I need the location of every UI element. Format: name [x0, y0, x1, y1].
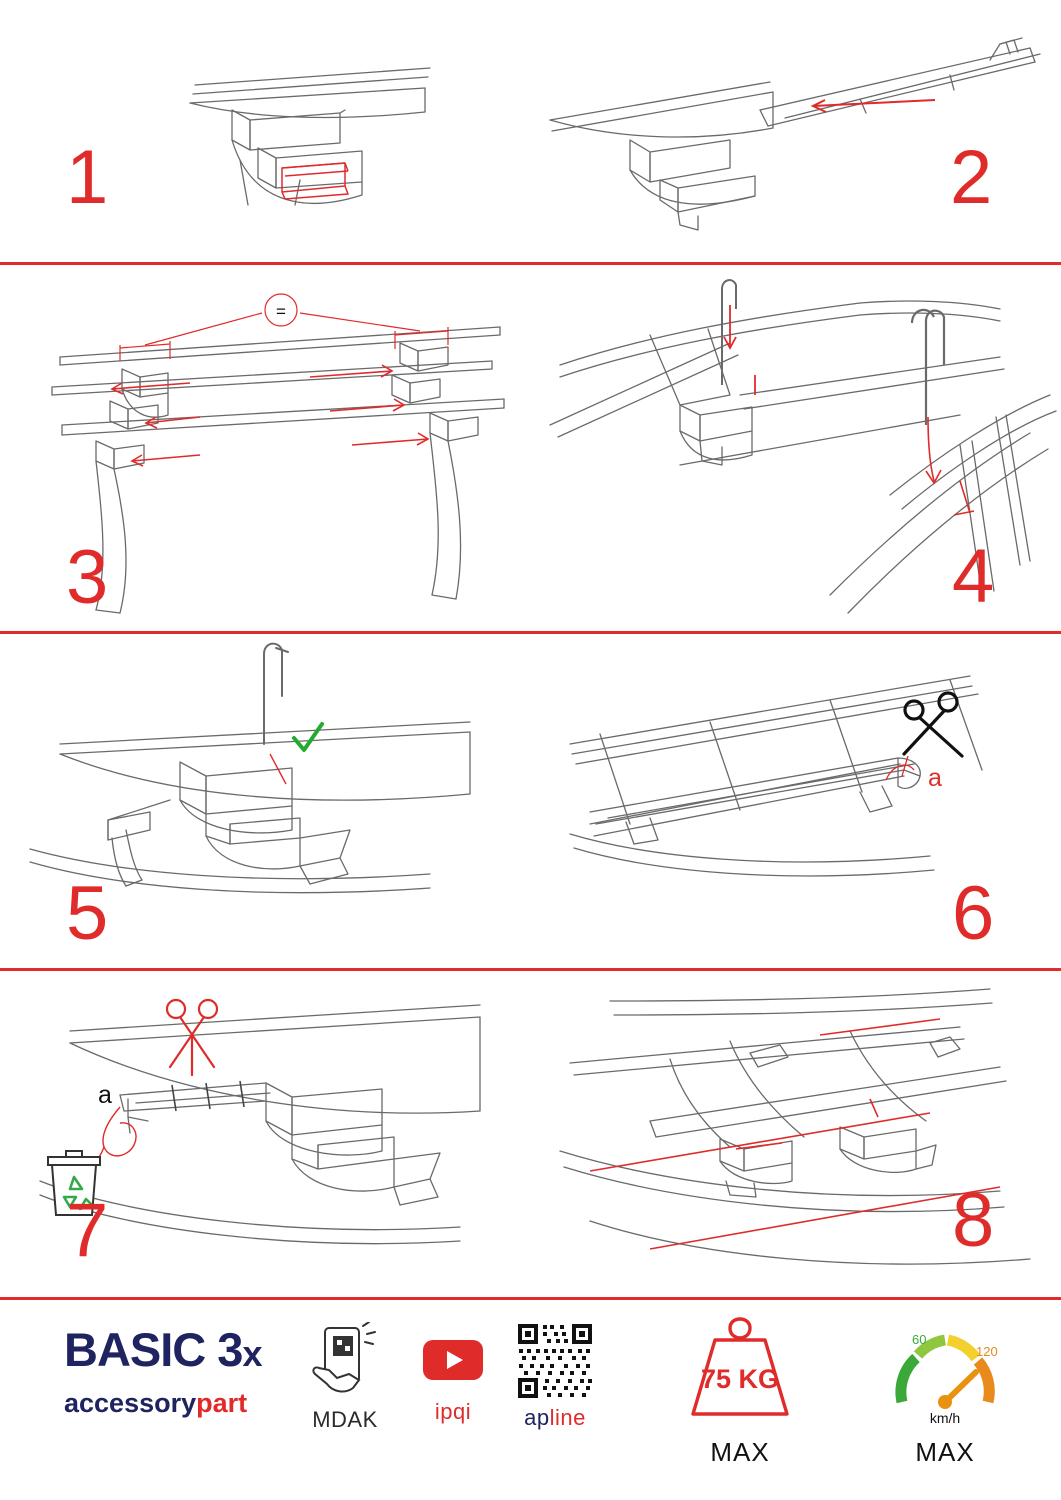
max-load-value: 75 KG	[700, 1364, 780, 1394]
speed-tick-high: 120	[976, 1344, 998, 1359]
step-number-6: 6	[952, 871, 994, 956]
product-name-main: BASIC 3	[64, 1323, 243, 1376]
logo-mdak[interactable]	[290, 1322, 400, 1433]
step-number-1: 1	[66, 135, 108, 220]
step-panel-8	[530, 971, 1061, 1297]
logo-ipqi-caption: ipqi	[434, 1399, 472, 1424]
step-1-illustration	[0, 0, 530, 262]
svg-text:a: a	[928, 764, 942, 792]
qr-hand-icon	[305, 1322, 385, 1402]
svg-text:=: =	[276, 302, 286, 321]
youtube-icon	[422, 1336, 484, 1382]
logo-apline[interactable]	[490, 1322, 620, 1431]
logo-apline-suffix: line	[549, 1405, 586, 1430]
max-load-block	[660, 1310, 820, 1468]
step-panel-7	[0, 971, 530, 1297]
step-number-2: 2	[950, 135, 992, 220]
product-name-suffix: x	[242, 1333, 262, 1374]
step-number-3: 3	[66, 535, 108, 620]
step-panel-2	[530, 0, 1061, 262]
logo-apline-prefix: ap	[524, 1405, 550, 1430]
step-number-7: 7	[66, 1188, 108, 1273]
speedometer-icon	[880, 1310, 1010, 1430]
logo-mdak-caption: MDAK	[312, 1407, 378, 1432]
speed-unit: km/h	[929, 1410, 961, 1426]
max-speed-block	[865, 1310, 1025, 1468]
svg-text:a: a	[98, 1081, 112, 1109]
step-2-illustration	[530, 0, 1061, 262]
footer	[0, 1300, 1061, 1500]
product-branding	[64, 1325, 279, 1419]
step-number-8: 8	[952, 1178, 994, 1263]
step-panel-1	[0, 0, 530, 262]
max-speed-label: MAX	[915, 1437, 975, 1467]
logo-apline-caption	[490, 1405, 620, 1431]
step-number-5: 5	[66, 871, 108, 956]
step-panel-3	[0, 265, 530, 631]
brand-name-part1: accessory	[64, 1388, 197, 1418]
weight-icon	[675, 1310, 805, 1430]
brand-name-part2: part	[196, 1388, 248, 1418]
step-panel-6	[530, 634, 1061, 968]
step-panel-5	[0, 634, 530, 968]
brand-name	[64, 1387, 279, 1419]
speed-tick-low: 60	[912, 1332, 927, 1347]
max-load-label: MAX	[710, 1437, 770, 1467]
qr-code-icon	[516, 1322, 594, 1400]
product-name	[64, 1325, 279, 1379]
step-panel-4	[530, 265, 1061, 631]
step-number-4: 4	[952, 534, 994, 619]
